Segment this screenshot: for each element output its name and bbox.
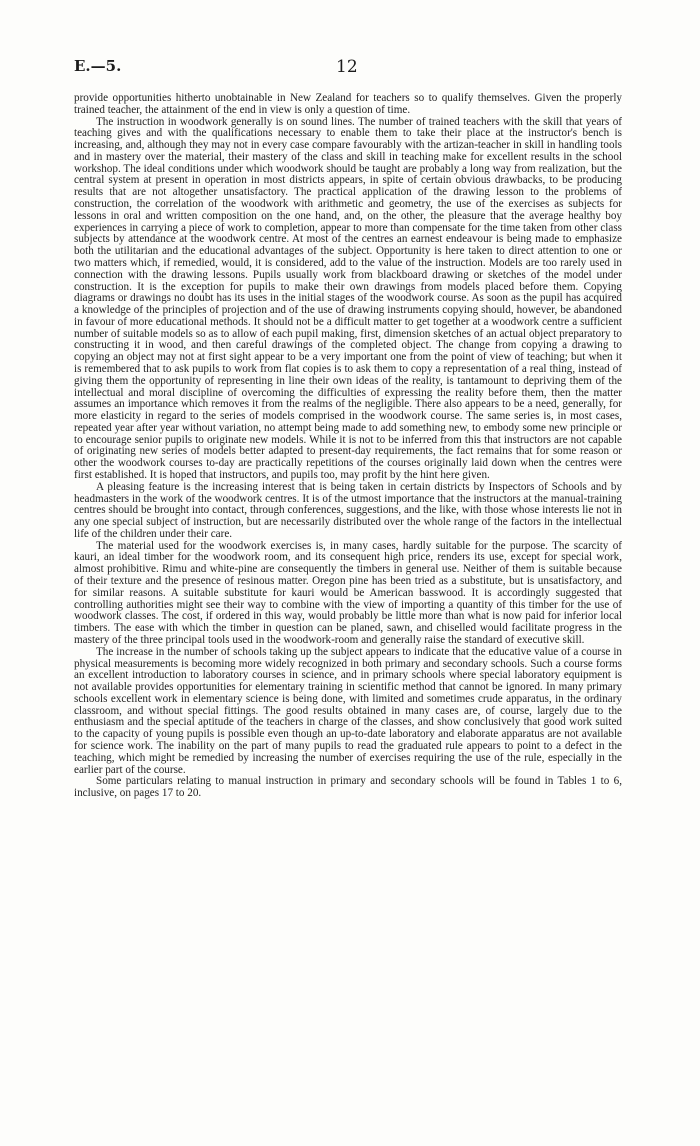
page-header bbox=[74, 57, 622, 79]
paragraph: A pleasing feature is the increasing interest that is being taken in certain districts by Inspectors of Schools and by headmasters in the work of the woodwork centres. It is of the utmost importance that the instructors at the manual-training centres should be brought into contact, through conferences, suggestions, and the like, with those whose interests lie not in any one special subject of instruction, but are necessarily distributed over the whole range of the factors in the intellectual life of the children under their care. bbox=[74, 480, 622, 540]
paragraph: The instruction in woodwork generally is on sound lines. The number of trained teachers with the skill that years of teaching gives and with the qualifications necessary to enable them to take their place at the instructor's bench is increasing, and, although they may not in every case compare favourably with the artizan-teacher in skill in handling tools and in mastery over the material, their mastery of the class and skill in teaching make for excellent results in the school workshop. The ideal conditions under which woodwork should be taught are probably a long way from realization, but the central system at present in operation in most districts appears, in spite of certain obvious drawbacks, to be producing results that are not altogether unsatisfactory. The practical application of the drawing lesson to the problems of construction, the correlation of the woodwork with arithmetic and geometry, the use of the exercises as subjects for lessons in oral and written composition on the one hand, and, on the other, the pleasure that the average healthy boy experiences in carrying a piece of work to completion, appear to more than compensate for the time taken from other class subjects by attendance at the woodwork centre. At most of the centres an earnest endeavour is being made to emphasize both the utilitarian and the educational advantages of the subject. Opportunity is here taken to direct attention to one or two matters which, if remedied, would, it is considered, add to the value of the instruction. Models are too rarely used in connection with the drawing lessons. Pupils usually work from blackboard drawing or sketches of the model under construction. It is the exception for pupils to make their own drawings from models placed before them. Copying diagrams or drawings no doubt has its uses in the initial stages of the woodwork course. As soon as the pupil has acquired a knowledge of the principles of projection and of the use of drawing instruments copying should, however, be abandoned in favour of more educational methods. It should not be a difficult matter to get together at a woodwork centre a sufficient number of suitable models so as to allow of each pupil making, first, dimension sketches of an actual object preparatory to constructing it in wood, and then careful drawings of the completed object. The change from copying a drawing to copying an object may not at first sight appear to be a very important one from the point of view of teaching; but when it is remembered that to ask pupils to work from flat copies is to ask them to copy a representation of a real thing, instead of giving them the opportunity of representing in line their own ideas of the reality, is tantamount to depriving them of the intellectual and moral discipline of overcoming the difficulties of expressing the reality before them, then the matter assumes an importance which removes it from the realms of the negligible. There also appears to be a need, generally, for more elasticity in regard to the series of models comprised in the woodwork course. The same series is, in most cases, repeated year after year without variation, no attempt being made to add something new, to embody some new principle or to encourage senior pupils to originate new models. While it is not to be inferred from this that instructors are not capable of originating new series of models better adapted to present-day requirements, the fact remains that for some reason or other the woodwork courses to-day are practically repetitions of the courses originally laid down when the centres were first established. It is hoped that instructors, and pupils too, may profit by the hint here given. bbox=[74, 115, 622, 481]
document-reference: E.—5. bbox=[74, 57, 122, 75]
paragraph: Some particulars relating to manual instruction in primary and secondary schools will be found in Tables 1 to 6, inclusive, on pages 17 to 20. bbox=[74, 775, 622, 800]
paragraph: The increase in the number of schools taking up the subject appears to indicate that the educative value of a course in physical measurements is becoming more widely recognized in both primary and secondary schools. Such a course forms an excellent introduction to laboratory courses in science, and in primary schools where special laboratory equipment is not available provides opportunities for elementary training in scientific method that cannot be ignored. In many primary schools excellent work in elementary science is being done, with limited and sometimes crude apparatus, in the ordinary classroom, and without special fittings. The good results obtained in many cases are, of course, largely due to the enthusiasm and the special aptitude of the teachers in charge of the classes, and show conclusively that good work suited to the capacity of young pupils is possible even though an up-to-date laboratory and elaborate apparatus are not available for science work. The inability on the part of many pupils to read the graduated rule appears to point to a defect in the teaching, which might be remedied by increasing the number of exercises requiring the use of the rule, especially in the earlier part of the course. bbox=[74, 645, 622, 776]
paragraph: The material used for the woodwork exercises is, in many cases, hardly suitable for the purpose. The scarcity of kauri, an ideal timber for the woodwork room, and its consequent high price, renders its use, except for special work, almost prohibitive. Rimu and white-pine are consequently the timbers in general use. Neither of them is suitable because of their texture and the presence of resinous matter. Oregon pine has been tried as a substitute, but is unsatisfactory, and for similar reasons. A suitable substitute for kauri would be American basswood. It is accordingly suggested that controlling authorities might see their way to combine with the view of importing a quantity of this timber for the use of woodwork classes. The cost, if ordered in this way, would probably be little more than what is now paid for inferior local timbers. The ease with which the timber in question can be planed, sawn, and chiselled would facilitate progress in the mastery of the three principal tools used in the woodwork-room and generally raise the standard of executive skill. bbox=[74, 539, 622, 646]
page-number: 12 bbox=[336, 57, 358, 77]
paragraph: provide opportunities hitherto unobtainable in New Zealand for teachers so to qualify themselves. Given the properly trained teacher, the attainment of the end in view is only a question of time. bbox=[74, 92, 622, 116]
body-text bbox=[74, 93, 622, 800]
